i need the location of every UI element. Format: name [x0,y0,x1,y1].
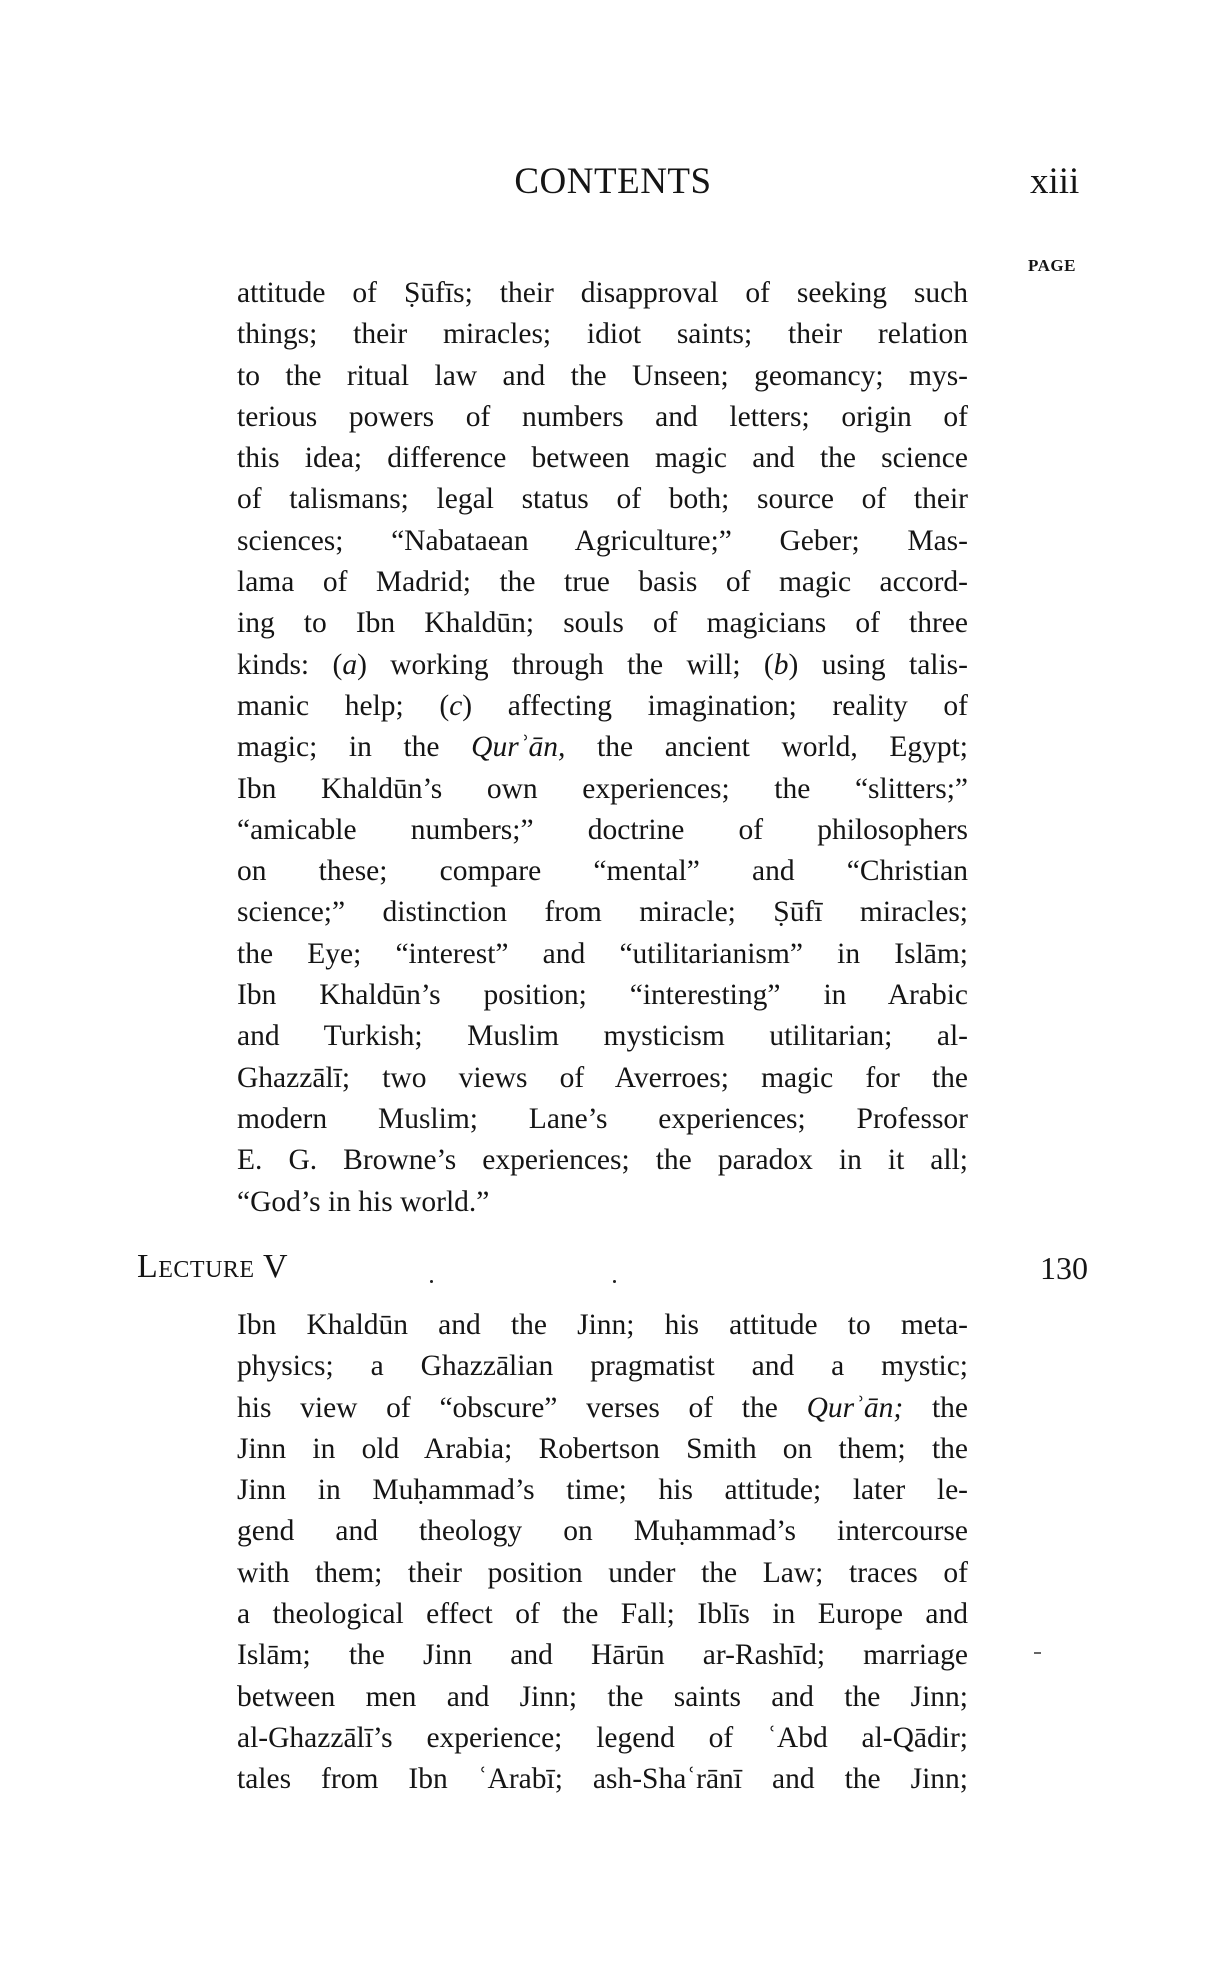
text-line [237,686,968,727]
text-segment: ) affecting imagination; reality of [462,689,969,722]
text-segment: Jinn in old Arabia; Robertson Smith on them; the [237,1432,968,1465]
text-segment: to the ritual law and the Unseen; geomancy; mys- [237,359,968,392]
text-segment: Jinn in Muḥammad’s time; his attitude; later le- [237,1474,968,1507]
italic-text: c [449,689,463,722]
text-segment: physics; a Ghazzālian pragmatist and a mystic; [237,1350,968,1383]
text-line [237,1016,968,1057]
text-segment: kinds: ( [237,648,343,681]
text-line [237,975,968,1016]
italic-text: b [773,648,789,681]
text-line [237,1677,968,1718]
text-segment: things; their miracles; idiot saints; their relation [237,318,968,351]
text-segment: the [903,1391,968,1424]
lecture-v-heading: Lecture V [137,1248,289,1285]
leader-dot [613,1280,616,1283]
text-segment: and Turkish; Muslim mysticism utilitarian; al- [237,1020,968,1053]
text-line [237,1635,968,1676]
text-segment: lama of Madrid; the true basis of magic accord- [237,566,968,599]
page-column-label: PAGE [1028,256,1076,275]
text-line [237,1511,968,1552]
text-segment: ) working through the will; ( [357,648,774,681]
text-segment: “God’s in his world.” [237,1185,490,1218]
stray-print-mark [1034,1652,1041,1654]
text-segment: ) using talis- [788,648,968,681]
text-line [237,1346,968,1387]
text-line [237,645,968,686]
text-line [237,1140,968,1181]
text-line [237,1099,968,1140]
text-line [237,727,968,768]
text-segment: magic; in the [237,731,472,764]
text-segment: E. G. Browne’s experiences; the paradox in it all; [237,1144,968,1177]
text-line [237,892,968,933]
leader-dot [430,1280,433,1283]
text-line [237,1058,968,1099]
text-segment: gend and theology on Muḥammad’s intercourse [237,1515,968,1548]
italic-text: Qurʾān, [471,731,566,764]
text-segment: Islām; the Jinn and Hārūn ar-Rashīd; marriage [237,1639,968,1672]
text-line [237,521,968,562]
text-segment: the Eye; “interest” and “utilitarianism” in Islām; [237,937,968,970]
text-line [237,810,968,851]
text-segment: Ibn Khaldūn’s own experiences; the “slitters;” [237,772,968,805]
text-line [237,851,968,892]
text-line [237,1718,968,1759]
text-line [237,273,968,314]
text-segment: Ghazzālī; two views of Averroes; magic for the [237,1061,968,1094]
text-segment: ing to Ibn Khaldūn; souls of magicians of three [237,607,968,640]
text-line [237,1759,968,1800]
lecture-v-page-number: 130 [1040,1250,1088,1286]
text-segment: between men and Jinn; the saints and the Jinn; [237,1680,968,1713]
text-segment: of talismans; legal status of both; source of their [237,483,968,516]
text-segment: attitude of Ṣūfīs; their disapproval of seeking such [237,277,968,309]
text-line [237,562,968,603]
text-segment: Ibn Khaldūn and the Jinn; his attitude to meta- [237,1309,968,1341]
text-line [237,1182,968,1223]
text-segment: a theological effect of the Fall; Iblīs in Europe and [237,1598,968,1631]
italic-text: Qurʾān; [806,1391,904,1424]
text-segment: terious powers of numbers and letters; origin of [237,400,968,433]
italic-text: a [342,648,358,681]
text-line [237,356,968,397]
text-line [237,479,968,520]
text-line [237,1470,968,1511]
text-segment: al-Ghazzālī’s experience; legend of ʿAbd al-Qādir; [237,1721,968,1754]
text-segment: sciences; “Nabataean Agriculture;” Geber; Mas- [237,524,968,557]
text-line [237,1553,968,1594]
text-segment: Ibn Khaldūn’s position; “interesting” in Arabic [237,979,968,1012]
text-line [237,1388,968,1429]
text-line [237,438,968,479]
text-segment: on these; compare “mental” and “Christian [237,855,968,888]
text-segment: his view of “obscure” verses of the [237,1391,807,1424]
text-segment: “amicable numbers;” doctrine of philosophers [237,813,968,846]
running-title: CONTENTS [514,161,712,202]
text-line [237,1305,968,1346]
text-line [237,934,968,975]
text-segment: science;” distinction from miracle; Ṣūfī miracles; [237,896,968,929]
text-line [237,603,968,644]
lecture-iv-summary [237,273,968,1223]
page-number: xiii [1030,161,1080,202]
text-segment: the ancient world, Egypt; [565,731,968,764]
text-line [237,1594,968,1635]
text-segment: tales from Ibn ʿArabī; ash-Shaʿrānī and the Jinn; [237,1763,968,1796]
text-segment: this idea; difference between magic and the science [237,442,968,475]
text-line [237,397,968,438]
text-segment: with them; their position under the Law; traces of [237,1556,968,1589]
text-segment: modern Muslim; Lane’s experiences; Professor [237,1102,968,1135]
lecture-v-summary [237,1305,968,1801]
text-segment: manic help; ( [237,689,450,722]
text-line [237,1429,968,1470]
text-line [237,769,968,810]
text-line [237,314,968,355]
